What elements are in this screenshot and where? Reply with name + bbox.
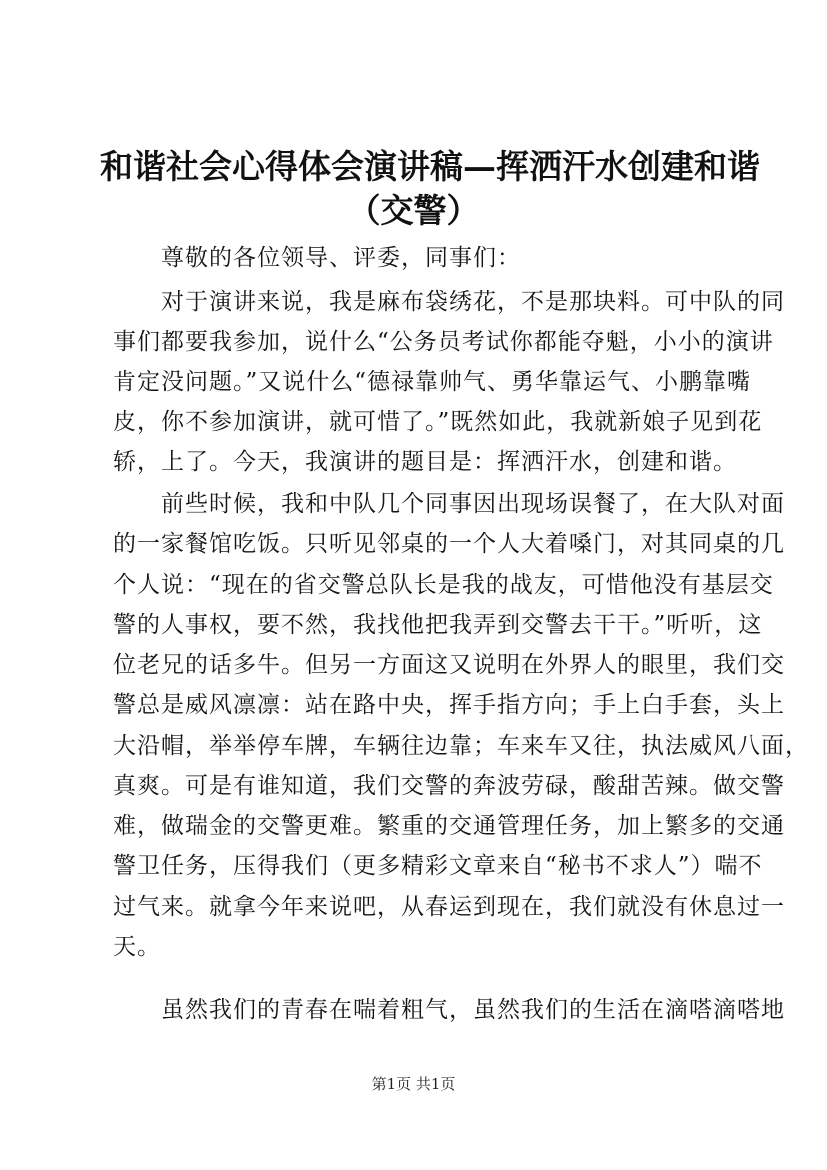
body-line: 虽然我们的青春在喘着粗气，虽然我们的生活在滴嗒滴嗒地 bbox=[113, 997, 785, 1023]
body-line: 大沿帽，举举停车牌，车辆往边靠；车来车又往，执法威风八面， bbox=[113, 733, 809, 759]
body-line: 对于演讲来说，我是麻布袋绣花，不是那块料。可中队的同 bbox=[113, 289, 785, 315]
document-title-line-2: （交警） bbox=[347, 191, 480, 230]
body-line: 过气来。就拿今年来说吧，从春运到现在，我们就没有休息过一 bbox=[113, 894, 785, 920]
body-line: 前些时候，我和中队几个同事因出现场误餐了，在大队对面 bbox=[113, 491, 785, 517]
body-line: 位老兄的话多牛。但另一方面这又说明在外界人的眼里，我们交 bbox=[113, 652, 785, 678]
body-line: 尊敬的各位领导、评委，同事们： bbox=[113, 245, 521, 271]
body-line: 警卫任务，压得我们（更多精彩文章来自“秘书不求人”）喘不 bbox=[113, 853, 763, 879]
body-line: 难，做瑞金的交警更难。繁重的交通管理任务，加上繁多的交通 bbox=[113, 813, 785, 839]
body-line: 天。 bbox=[113, 934, 161, 960]
body-line: 个人说：“现在的省交警总队长是我的战友，可惜他没有基层交 bbox=[113, 572, 774, 598]
body-line: 轿，上了。今天，我演讲的题目是：挥洒汗水，创建和谐。 bbox=[113, 449, 737, 475]
body-line: 警总是威风凛凛：站在路中央，挥手指方向；手上白手套，头上 bbox=[113, 692, 785, 718]
body-line: 皮，你不参加演讲，就可惜了。”既然如此，我就新娘子见到花 bbox=[113, 409, 763, 435]
body-line: 的一家餐馆吃饭。只听见邻桌的一个人大着嗓门，对其同桌的几 bbox=[113, 531, 785, 557]
body-line: 事们都要我参加，说什么“公务员考试你都能夺魁，小小的演讲 bbox=[113, 329, 774, 355]
document-title-line-1: 和谐社会心得体会演讲稿—挥洒汗水创建和谐 bbox=[100, 147, 760, 186]
body-line: 真爽。可是有谁知道，我们交警的奔波劳碌，酸甜苦辣。做交警 bbox=[113, 773, 785, 799]
page-number-footer: 第1页 共1页 bbox=[371, 1075, 456, 1093]
body-line: 警的人事权，要不然，我找他把我弄到交警去干干。”听听，这 bbox=[113, 612, 763, 638]
body-line: 肯定没问题。”又说什么“德禄靠帅气、勇华靠运气、小鹏靠嘴 bbox=[113, 369, 752, 395]
